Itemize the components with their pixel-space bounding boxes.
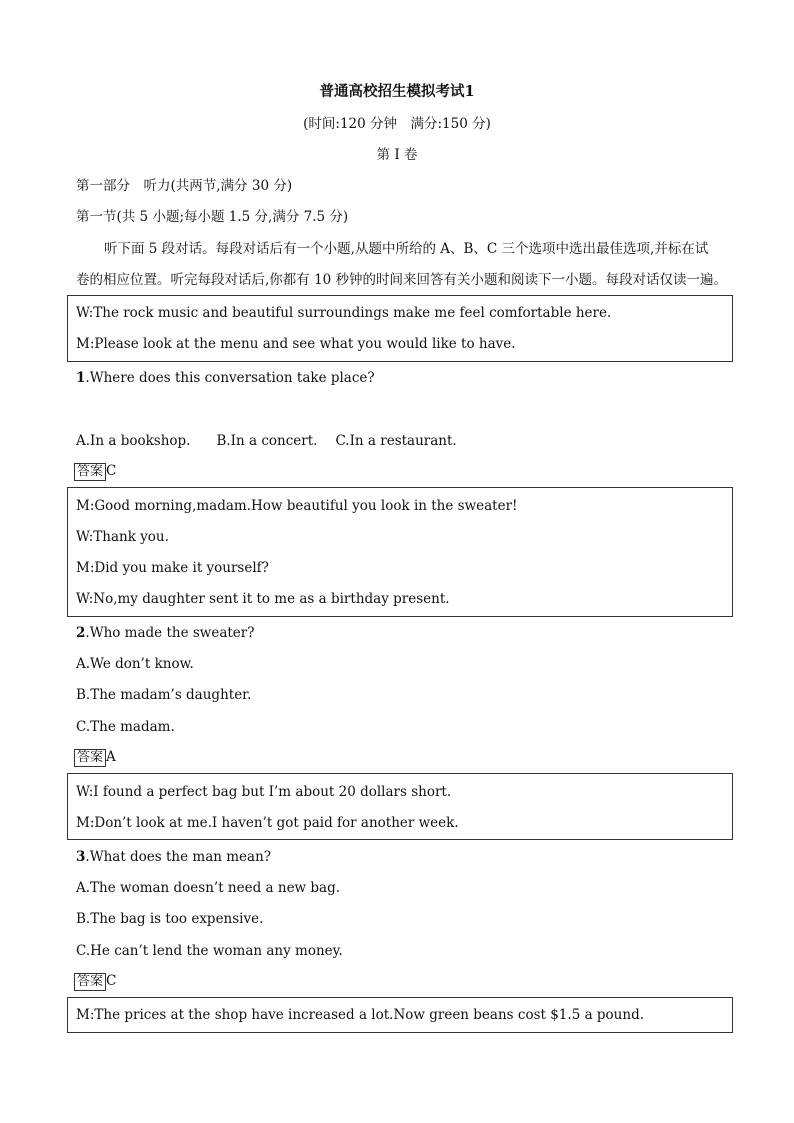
- question-2: [76, 624, 255, 642]
- instructions-line-1: 听下面 5 段对话。每段对话后有一个小题,从题中所给的 A、B、C 三个选项中选出最佳选项,并标在试: [104, 241, 709, 257]
- option-a: A.In a bookshop.: [76, 433, 191, 449]
- answer-value: C: [106, 973, 117, 989]
- answer-1: [74, 462, 116, 481]
- dialogue-box-4: [67, 997, 733, 1033]
- volume-label: 第 I 卷: [376, 147, 418, 163]
- time-info: (时间:120 分钟 满分:150 分): [303, 116, 491, 132]
- question-number: 2: [76, 625, 86, 641]
- dialogue-line: W:Thank you.: [76, 529, 169, 545]
- section1-heading: 第一节(共 5 小题;每小题 1.5 分,满分 7.5 分): [76, 209, 349, 225]
- answer-label: 答案: [74, 973, 106, 991]
- dialogue-line: M:Please look at the menu and see what you would like to have.: [76, 336, 516, 352]
- question-text: .What does the man mean?: [85, 849, 272, 865]
- option-a: A.The woman doesn’t need a new bag.: [76, 880, 341, 896]
- instructions-line-2: 卷的相应位置。听完每段对话后,你都有 10 秒钟的时间来回答有关小题和阅读下一小题。每段对话仅读一遍。: [76, 272, 728, 288]
- dialogue-line: M:Good morning,madam.How beautiful you look in the sweater!: [76, 498, 518, 514]
- dialogue-box-2: [67, 487, 733, 617]
- options-1: [76, 432, 457, 450]
- question-number: 3: [76, 849, 86, 865]
- dialogue-box-3: [67, 773, 733, 840]
- dialogue-line: M:The prices at the shop have increased a lot.Now green beans cost $1.5 a pound.: [76, 1007, 645, 1023]
- answer-value: C: [106, 463, 117, 479]
- option-c: C.He can’t lend the woman any money.: [76, 943, 343, 959]
- dialogue-line: M:Did you make it yourself?: [76, 560, 269, 576]
- option-c: C.The madam.: [76, 719, 175, 735]
- option-b: B.In a concert.: [216, 433, 318, 449]
- option-c: C.In a restaurant.: [335, 433, 457, 449]
- option-b: B.The madam’s daughter.: [76, 687, 252, 703]
- question-1: [76, 369, 375, 387]
- answer-2: [74, 748, 116, 767]
- dialogue-line: W:No,my daughter sent it to me as a birthday present.: [76, 591, 450, 607]
- option-a: A.We don’t know.: [76, 656, 194, 672]
- answer-label: 答案: [74, 749, 106, 767]
- question-text: .Where does this conversation take place?: [85, 370, 375, 386]
- part1-heading: 第一部分 听力(共两节,满分 30 分): [76, 178, 293, 194]
- dialogue-box-1: [67, 295, 733, 362]
- dialogue-line: W:The rock music and beautiful surroundings make me feel comfortable here.: [76, 305, 612, 321]
- option-b: B.The bag is too expensive.: [76, 911, 264, 927]
- question-number: 1: [76, 370, 86, 386]
- dialogue-line: W:I found a perfect bag but I’m about 20 dollars short.: [76, 784, 452, 800]
- answer-value: A: [106, 749, 116, 765]
- answer-3: [74, 972, 116, 991]
- answer-label: 答案: [74, 463, 106, 481]
- dialogue-line: M:Don’t look at me.I haven’t got paid for another week.: [76, 815, 459, 831]
- exam-title: 普通高校招生模拟考试1: [319, 83, 475, 100]
- question-text: .Who made the sweater?: [85, 625, 255, 641]
- question-3: [76, 848, 271, 866]
